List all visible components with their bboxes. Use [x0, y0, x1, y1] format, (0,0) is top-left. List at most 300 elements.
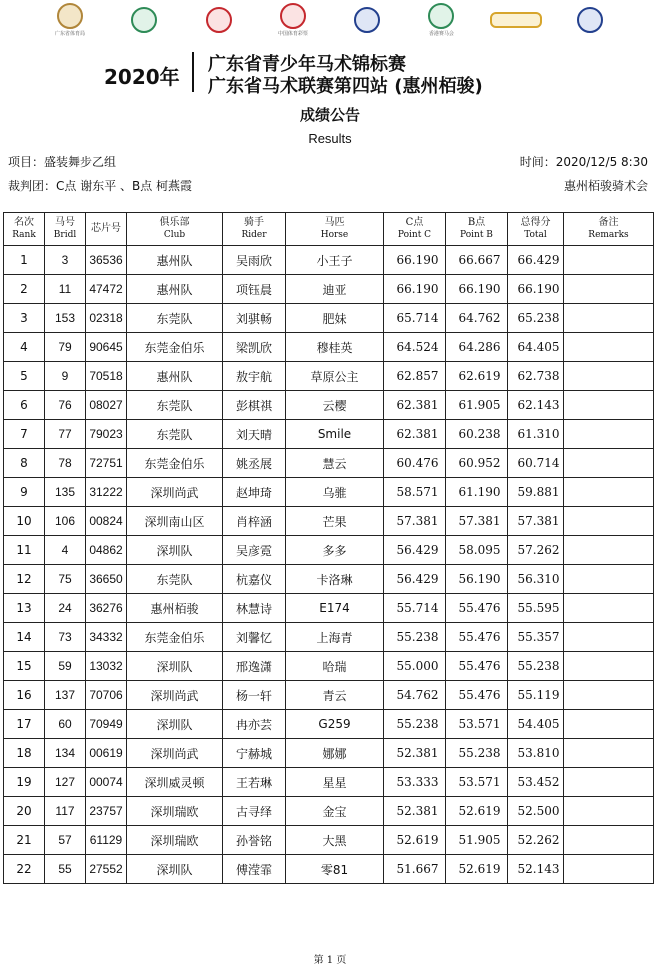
chip-cell: 79023 [86, 420, 127, 449]
rank-cell: 14 [4, 623, 45, 652]
club-cell: 深圳队 [127, 855, 223, 884]
horse-cell: 上海青 [286, 623, 384, 652]
point-b-cell: 55.238 [446, 739, 508, 768]
total-cell: 59.881 [508, 478, 564, 507]
point-b-cell: 60.952 [446, 449, 508, 478]
rider-cell: 杨一轩 [223, 681, 286, 710]
sponsor-logo [114, 7, 174, 33]
point-c-cell: 55.238 [384, 710, 446, 739]
logo-caption: 中国体育彩票 [277, 31, 308, 37]
column-header [127, 213, 223, 246]
table-header-row [4, 213, 654, 246]
club-cell: 深圳队 [127, 710, 223, 739]
total-cell: 57.262 [508, 536, 564, 565]
sponsor-logo [263, 3, 323, 37]
club-cell: 深圳威灵顿 [127, 768, 223, 797]
table-row [4, 855, 654, 884]
event-emblem-logo [131, 7, 157, 33]
point-c-cell: 52.381 [384, 797, 446, 826]
sponsor-logo [411, 3, 471, 37]
total-cell: 54.405 [508, 710, 564, 739]
table-row [4, 652, 654, 681]
chip-cell: 31222 [86, 478, 127, 507]
horse-cell: 慧云 [286, 449, 384, 478]
rider-cell: 姚丞展 [223, 449, 286, 478]
total-cell: 57.381 [508, 507, 564, 536]
horse-cell: G259 [286, 710, 384, 739]
rank-cell: 17 [4, 710, 45, 739]
remarks-cell [564, 594, 654, 623]
results-heading: 成绩公告 [299, 106, 360, 124]
horse-cell: 哈瑞 [286, 652, 384, 681]
bridle-cell: 78 [45, 449, 86, 478]
rank-cell: 6 [4, 391, 45, 420]
point-b-cell: 57.381 [446, 507, 508, 536]
point-c-cell: 55.238 [384, 623, 446, 652]
column-header-cn: 总得分 [520, 217, 551, 228]
bridle-cell: 153 [45, 304, 86, 333]
remarks-cell [564, 449, 654, 478]
table-row [4, 739, 654, 768]
guangdong-sports-bureau-logo [57, 3, 83, 29]
point-b-cell: 60.238 [446, 420, 508, 449]
rank-cell: 19 [4, 768, 45, 797]
rank-cell: 10 [4, 507, 45, 536]
chip-cell: 72751 [86, 449, 127, 478]
table-row [4, 710, 654, 739]
point-b-cell: 64.762 [446, 304, 508, 333]
horse-cell: 金宝 [286, 797, 384, 826]
club-cell: 惠州栢骏 [127, 594, 223, 623]
bridle-cell: 75 [45, 565, 86, 594]
table-row [4, 826, 654, 855]
point-c-cell: 53.333 [384, 768, 446, 797]
horse-cell: 云樱 [286, 391, 384, 420]
column-header [384, 213, 446, 246]
point-b-cell: 58.095 [446, 536, 508, 565]
horse-cell: 芒果 [286, 507, 384, 536]
club-cell: 深圳尚武 [127, 478, 223, 507]
rider-cell: 肖梓涵 [223, 507, 286, 536]
bridle-cell: 135 [45, 478, 86, 507]
column-header-en: Bridl [53, 230, 77, 240]
point-b-cell: 52.619 [446, 797, 508, 826]
point-b-cell: 64.286 [446, 333, 508, 362]
point-b-cell: 61.905 [446, 391, 508, 420]
total-cell: 56.310 [508, 565, 564, 594]
point-c-cell: 62.381 [384, 420, 446, 449]
chip-cell: 02318 [86, 304, 127, 333]
column-header-cn: 马匹 [324, 217, 345, 228]
rider-cell: 吴雨欣 [223, 246, 286, 275]
chip-cell: 70518 [86, 362, 127, 391]
chip-cell: 47472 [86, 275, 127, 304]
total-cell: 60.714 [508, 449, 564, 478]
club-cell: 东莞队 [127, 420, 223, 449]
club-cell: 惠州队 [127, 362, 223, 391]
point-b-cell: 66.190 [446, 275, 508, 304]
total-cell: 52.500 [508, 797, 564, 826]
bridle-cell: 3 [45, 246, 86, 275]
remarks-cell [564, 768, 654, 797]
column-header-en: Total [524, 230, 547, 240]
rider-cell: 邢逸潇 [223, 652, 286, 681]
table-row [4, 681, 654, 710]
point-c-cell: 62.381 [384, 391, 446, 420]
table-row [4, 275, 654, 304]
column-header [286, 213, 384, 246]
rank-cell: 13 [4, 594, 45, 623]
page-number: 第 1 页 [313, 955, 347, 965]
rider-cell: 冉亦芸 [223, 710, 286, 739]
rider-cell: 刘天晴 [223, 420, 286, 449]
remarks-cell [564, 536, 654, 565]
total-cell: 61.310 [508, 420, 564, 449]
column-header-cn: 备注 [598, 217, 619, 228]
bridle-cell: 73 [45, 623, 86, 652]
column-header-en: Horse [320, 230, 349, 240]
rank-cell: 4 [4, 333, 45, 362]
horse-cell: 星星 [286, 768, 384, 797]
bridle-cell: 76 [45, 391, 86, 420]
sponsor-logo [189, 7, 249, 33]
bridle-cell: 127 [45, 768, 86, 797]
rank-cell: 7 [4, 420, 45, 449]
total-cell: 53.810 [508, 739, 564, 768]
table-row [4, 478, 654, 507]
rider-cell: 孙誉铭 [223, 826, 286, 855]
club-cell: 东莞金伯乐 [127, 333, 223, 362]
table-row [4, 246, 654, 275]
table-row [4, 391, 654, 420]
remarks-cell [564, 304, 654, 333]
point-b-cell: 55.476 [446, 623, 508, 652]
table-row [4, 507, 654, 536]
rider-cell: 梁凯欣 [223, 333, 286, 362]
point-c-cell: 58.571 [384, 478, 446, 507]
china-sports-lottery-logo [280, 3, 306, 29]
club-cell: 东莞金伯乐 [127, 623, 223, 652]
column-header [564, 213, 654, 246]
rider-cell: 王若琳 [223, 768, 286, 797]
column-header-en: Point C [397, 230, 432, 240]
table-row [4, 768, 654, 797]
table-row [4, 449, 654, 478]
sponsor-logo [40, 3, 100, 37]
remarks-cell [564, 478, 654, 507]
chip-cell: 27552 [86, 855, 127, 884]
judges-panel: 裁判团：C点 谢东平 、B点 柯燕霞 [8, 179, 193, 193]
title-divider [192, 52, 194, 92]
rank-cell: 16 [4, 681, 45, 710]
table-row [4, 536, 654, 565]
column-header-en: Club [163, 230, 186, 240]
column-header-en: Rank [12, 230, 36, 240]
bridle-cell: 11 [45, 275, 86, 304]
remarks-cell [564, 275, 654, 304]
chip-cell: 36650 [86, 565, 127, 594]
bridle-cell: 134 [45, 739, 86, 768]
rank-cell: 3 [4, 304, 45, 333]
event-category: 项目：盛装舞步乙组 [8, 155, 117, 169]
column-header-cn: 芯片号 [91, 223, 121, 234]
point-b-cell: 55.476 [446, 652, 508, 681]
bridle-cell: 117 [45, 797, 86, 826]
horse-cell: E174 [286, 594, 384, 623]
point-b-cell: 61.190 [446, 478, 508, 507]
club-cell: 深圳瑞欧 [127, 826, 223, 855]
rider-cell: 敖宇航 [223, 362, 286, 391]
point-b-cell: 62.619 [446, 362, 508, 391]
club-cell: 惠州队 [127, 275, 223, 304]
sponsor-logo [560, 7, 620, 33]
remarks-cell [564, 420, 654, 449]
table-row [4, 362, 654, 391]
rank-cell: 8 [4, 449, 45, 478]
remarks-cell [564, 246, 654, 275]
remarks-cell [564, 565, 654, 594]
seal-logo [577, 7, 603, 33]
rank-cell: 18 [4, 739, 45, 768]
total-cell: 55.238 [508, 652, 564, 681]
club-cell: 深圳尚武 [127, 739, 223, 768]
total-cell: 53.452 [508, 768, 564, 797]
point-c-cell: 62.857 [384, 362, 446, 391]
rank-cell: 15 [4, 652, 45, 681]
point-b-cell: 52.619 [446, 855, 508, 884]
chip-cell: 13032 [86, 652, 127, 681]
rider-cell: 刘馨忆 [223, 623, 286, 652]
bridle-cell: 4 [45, 536, 86, 565]
rank-cell: 1 [4, 246, 45, 275]
logo-caption: 广东省体育局 [54, 31, 85, 37]
results-table [3, 212, 654, 884]
horse-cell: 零81 [286, 855, 384, 884]
club-cell: 东莞金伯乐 [127, 449, 223, 478]
horse-cell: 大黑 [286, 826, 384, 855]
column-header-en: Remarks [588, 230, 629, 240]
column-header-cn: C点 [405, 217, 424, 228]
horse-cell: 小王子 [286, 246, 384, 275]
chip-cell: 70706 [86, 681, 127, 710]
event-title-block [0, 50, 660, 96]
remarks-cell [564, 623, 654, 652]
table-row [4, 594, 654, 623]
point-c-cell: 64.524 [384, 333, 446, 362]
horse-cell: 娜娜 [286, 739, 384, 768]
results-subheading: Results [308, 131, 352, 146]
total-cell: 55.119 [508, 681, 564, 710]
bridle-cell: 9 [45, 362, 86, 391]
chip-cell: 34332 [86, 623, 127, 652]
table-row [4, 623, 654, 652]
point-c-cell: 54.762 [384, 681, 446, 710]
point-c-cell: 52.619 [384, 826, 446, 855]
remarks-cell [564, 855, 654, 884]
point-b-cell: 66.667 [446, 246, 508, 275]
point-b-cell: 55.476 [446, 594, 508, 623]
club-cell: 深圳瑞欧 [127, 797, 223, 826]
remarks-cell [564, 652, 654, 681]
column-header-cn: 名次 [14, 217, 34, 228]
club-cell: 深圳队 [127, 536, 223, 565]
logo-caption: 香港赛马会 [428, 31, 454, 37]
bridle-cell: 106 [45, 507, 86, 536]
chip-cell: 00074 [86, 768, 127, 797]
point-b-cell: 51.905 [446, 826, 508, 855]
point-b-cell: 55.476 [446, 681, 508, 710]
club-cell: 东莞队 [127, 391, 223, 420]
rider-cell: 项钰晨 [223, 275, 286, 304]
chip-cell: 00619 [86, 739, 127, 768]
bridle-cell: 24 [45, 594, 86, 623]
chip-cell: 08027 [86, 391, 127, 420]
point-b-cell: 53.571 [446, 710, 508, 739]
column-header [446, 213, 508, 246]
horse-cell: 穆桂英 [286, 333, 384, 362]
sponsor-logo-bar [40, 4, 620, 36]
column-header-en: Point B [460, 230, 493, 240]
point-c-cell: 57.381 [384, 507, 446, 536]
club-cell: 深圳尚武 [127, 681, 223, 710]
rider-cell: 彭棋祺 [223, 391, 286, 420]
remarks-cell [564, 333, 654, 362]
horse-cell: 卡洛琳 [286, 565, 384, 594]
event-year: 2020年 [104, 65, 180, 89]
chip-cell: 00824 [86, 507, 127, 536]
table-row [4, 304, 654, 333]
rider-cell: 赵坤琦 [223, 478, 286, 507]
chip-cell: 70949 [86, 710, 127, 739]
horse-cell: 乌骓 [286, 478, 384, 507]
bridle-cell: 60 [45, 710, 86, 739]
point-c-cell: 55.000 [384, 652, 446, 681]
remarks-cell [564, 681, 654, 710]
bridle-cell: 57 [45, 826, 86, 855]
point-b-cell: 56.190 [446, 565, 508, 594]
column-header [4, 213, 45, 246]
column-header-cn: B点 [467, 217, 486, 228]
bridle-cell: 55 [45, 855, 86, 884]
club-cell: 深圳队 [127, 652, 223, 681]
total-cell: 62.738 [508, 362, 564, 391]
equestrian-event-logo [206, 7, 232, 33]
horse-cell: 多多 [286, 536, 384, 565]
table-row [4, 420, 654, 449]
rider-cell: 傅滢霏 [223, 855, 286, 884]
remarks-cell [564, 710, 654, 739]
table-row [4, 565, 654, 594]
horse-cell: 迪亚 [286, 275, 384, 304]
chip-cell: 36536 [86, 246, 127, 275]
total-cell: 66.190 [508, 275, 564, 304]
point-c-cell: 66.190 [384, 275, 446, 304]
organizer: 惠州栢骏骑术会 [563, 179, 648, 193]
chip-cell: 23757 [86, 797, 127, 826]
rank-cell: 11 [4, 536, 45, 565]
total-cell: 55.357 [508, 623, 564, 652]
total-cell: 66.429 [508, 246, 564, 275]
rider-cell: 宁赫城 [223, 739, 286, 768]
rank-cell: 9 [4, 478, 45, 507]
rank-cell: 5 [4, 362, 45, 391]
point-c-cell: 51.667 [384, 855, 446, 884]
bridle-cell: 77 [45, 420, 86, 449]
huizhou-zhijun-logo [490, 12, 542, 28]
point-b-cell: 53.571 [446, 768, 508, 797]
remarks-cell [564, 507, 654, 536]
point-c-cell: 55.714 [384, 594, 446, 623]
remarks-cell [564, 362, 654, 391]
club-cell: 惠州队 [127, 246, 223, 275]
horse-cell: Smile [286, 420, 384, 449]
rider-cell: 林慧诗 [223, 594, 286, 623]
bridle-cell: 59 [45, 652, 86, 681]
point-c-cell: 56.429 [384, 536, 446, 565]
column-header [223, 213, 286, 246]
rider-cell: 古寻绎 [223, 797, 286, 826]
remarks-cell [564, 739, 654, 768]
table-body [4, 246, 654, 884]
total-cell: 62.143 [508, 391, 564, 420]
horse-cell: 肥妹 [286, 304, 384, 333]
point-c-cell: 60.476 [384, 449, 446, 478]
point-c-cell: 52.381 [384, 739, 446, 768]
rank-cell: 12 [4, 565, 45, 594]
total-cell: 65.238 [508, 304, 564, 333]
table-row [4, 333, 654, 362]
event-title-line1: 广东省青少年马术锦标赛 [208, 54, 406, 75]
hong-kong-jockey-club-logo [428, 3, 454, 29]
rider-cell: 吴彦霓 [223, 536, 286, 565]
rider-cell: 杭嘉仪 [223, 565, 286, 594]
event-title-line2: 广东省马术联赛第四站 (惠州栢骏) [208, 76, 483, 97]
horse-cell: 青云 [286, 681, 384, 710]
rank-cell: 20 [4, 797, 45, 826]
chip-cell: 90645 [86, 333, 127, 362]
bridle-cell: 79 [45, 333, 86, 362]
club-cell: 深圳南山区 [127, 507, 223, 536]
column-header-cn: 俱乐部 [159, 217, 190, 228]
point-c-cell: 56.429 [384, 565, 446, 594]
point-c-cell: 66.190 [384, 246, 446, 275]
total-cell: 64.405 [508, 333, 564, 362]
total-cell: 52.143 [508, 855, 564, 884]
table-row [4, 797, 654, 826]
rank-cell: 22 [4, 855, 45, 884]
sponsor-logo [486, 12, 546, 28]
bridle-cell: 137 [45, 681, 86, 710]
column-header [508, 213, 564, 246]
chip-cell: 36276 [86, 594, 127, 623]
column-header [86, 213, 127, 246]
chip-cell: 04862 [86, 536, 127, 565]
point-c-cell: 65.714 [384, 304, 446, 333]
column-header-en: Rider [241, 230, 267, 240]
column-header [45, 213, 86, 246]
chip-cell: 61129 [86, 826, 127, 855]
club-cell: 东莞队 [127, 304, 223, 333]
horse-cell: 草原公主 [286, 362, 384, 391]
total-cell: 55.595 [508, 594, 564, 623]
total-cell: 52.262 [508, 826, 564, 855]
equestrian-association-logo [354, 7, 380, 33]
rank-cell: 2 [4, 275, 45, 304]
remarks-cell [564, 826, 654, 855]
sponsor-logo [337, 7, 397, 33]
remarks-cell [564, 391, 654, 420]
column-header-cn: 马号 [55, 217, 75, 228]
